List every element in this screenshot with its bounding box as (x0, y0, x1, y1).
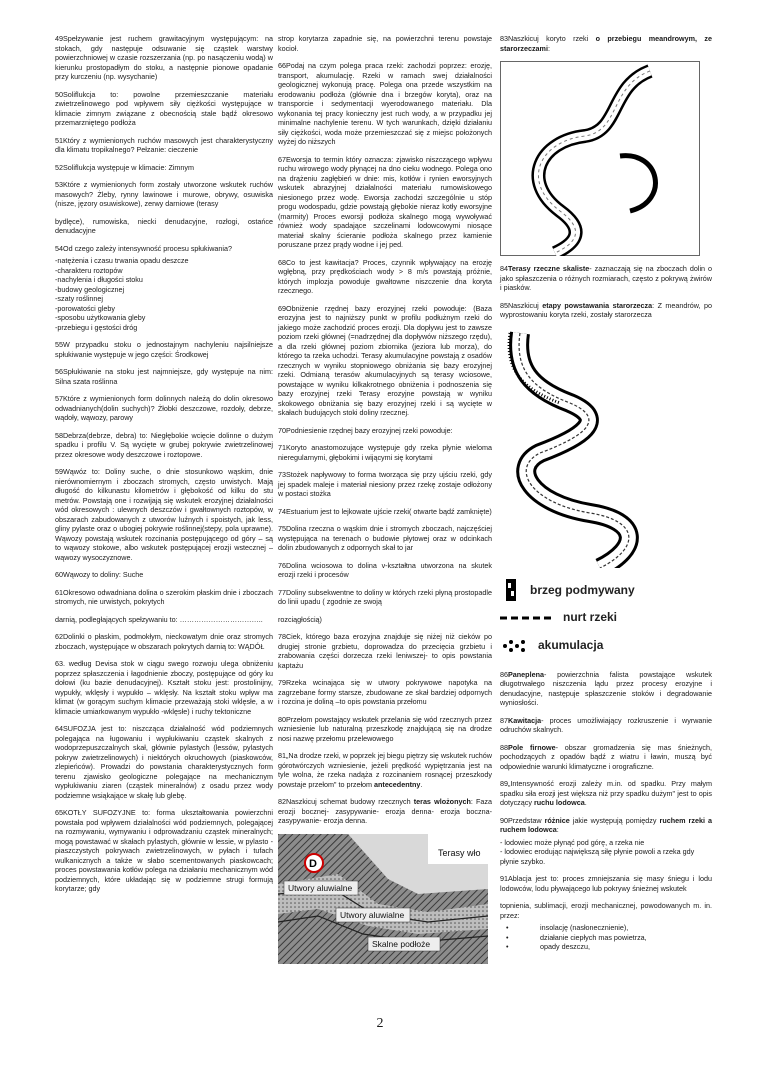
paragraph-54: 54Od czego zależy intensywność procesu spłukiwania? (55, 243, 232, 253)
paragraph-61-continued: darnią, podległających spełzywaniu to: …………………………….. (55, 614, 263, 624)
paragraph-87-num: 87 (500, 715, 508, 725)
paragraph-63: 63. według Devisa stok w ciągu swego rozwoju ulega obniżeniu poprzez spłaszczenia i łagodnienie zboczy, postępujące od góry ku dołowi (ku bazie denudacyjnej). Kształt stoku jest: prostolinijny, wypukły, wklęsły i wypukło – wklęsły. Na kształt stoku wpływ ma klimat (w gorącym suchym klimacie przeważają stoki wklęsłe, a w klimacie umiarkowanym wypukło -wklęsłe) i ruchy tektoniczne (55, 659, 273, 716)
label-terraces: Terasy wło (438, 847, 481, 858)
label-alluvium-1: Utwory aluwialne (288, 882, 353, 893)
meander-frame (501, 62, 700, 256)
label-bedrock: Skalne podłoże (372, 938, 431, 949)
paragraph-77-continued: rozciągłością) (278, 614, 322, 624)
undercut-icon (500, 577, 522, 603)
paragraph-83 (500, 34, 712, 53)
legend-item-undercut (500, 576, 712, 604)
paragraph-81 (278, 751, 492, 789)
paragraph-88-text: - obszar gromadzenia się mas śnieżnych, pochodzących z opadów bądź z wiatru i ławin, muszą być odpowiednie warunki klimatyczne i orograficzne. (500, 742, 712, 771)
paragraph-83-end: : (547, 43, 550, 53)
list-item: • opady deszczu, (514, 942, 712, 952)
list-item: -budowy geologicznej (55, 284, 125, 294)
paragraph-83-text: 83Naszkicuj koryto rzeki (500, 34, 596, 43)
paragraph-58: 58Debrza(debrze, debra) to: Niegłębokie wcięcie dolinne o dużym spadku i profilu V. Są wycięte w grubej pokrywie zwietrzelinowej przez okresowe wody deszczowe i roztopowe. (55, 430, 273, 459)
paragraph-49: 49Spełzywanie jest ruchem grawitacyjnym występującym: na stokach, gdy następuje odsuwanie się cząstek warstwy powierzchniowej w czasie rozszerzania (np. po nasączeniu wodą) w kierunku prostopadłym do stoku, a następnie pionowe opadanie przy kurczeniu (np. wysychanie) (55, 34, 273, 81)
paragraph-52: 52Soliflukcja występuje w klimacie: Zimnym (55, 162, 195, 172)
current-icon (500, 614, 555, 622)
paragraph-60: 60Wąwozy to doliny: Suche (55, 570, 144, 579)
river-stage-1-inner (519, 333, 629, 568)
paragraph-85-bold: etapy powstawania starorzecza (542, 300, 653, 310)
paragraph-84-num: 84 (500, 264, 508, 273)
paragraph-89-end: . (584, 798, 587, 807)
list-item: • działanie ciepłych mas powietrza, (514, 933, 712, 943)
paragraph-85-end: : Z meandrów, po wyprostowaniu koryta rzeki, zostały starorzecza (500, 300, 713, 319)
column-1 (55, 34, 273, 902)
paragraph-70: 70Podniesienie rzędnej bazy erozyjnej rzeki powoduje: (278, 425, 453, 435)
column-3 (500, 34, 712, 952)
list-item: -sposobu użytkowania gleby (55, 313, 146, 322)
legend-label-undercut: brzeg podmywany (530, 582, 635, 597)
paragraph-65: 65KOTŁY SUFOZYJNE to: forma ukształtowania powierzchni powstała pod wpływem działalności wód podziemnych, polegającej na rozmywaniu, wymywaniu i odprowadzaniu cząstek mineralnych; mogą powstawać w skałach pylastych, głównie w lessie, w pylasto - piaszczystych pokrywach zwietrzelinowych, w pyłach i tufach wulkanicznych a także w słabo scementowanych piaskowcach; proces powstawania kotłów polega na działaniu mechanicznym wód podziemnych, które układając się w podziemne strugi formują korytarze; gdy (55, 808, 273, 893)
d-marker-text: D (309, 857, 317, 870)
oxbow-stages-drawing (500, 328, 700, 568)
list-91 (500, 923, 712, 952)
list-90 (500, 838, 712, 867)
paragraph-82-text: 82Naszkicuj schemat budowy rzecznych (278, 797, 414, 806)
list-item: -nachylenia i długości stoku (55, 275, 143, 284)
list-item: -natężenia i czasu trwania opadu deszcze (55, 256, 189, 265)
paragraph-57: 57Które z wymienionych form dolinnych należą do dolin okresowo odwadnianych(dolin suchych)? Żłobki deszczowe, rozdoły, debrze, wądoły, wąwozy, parowy (55, 394, 273, 422)
paragraph-91-continued: topnienia, sublimacji, erozji mechanicznej, powodowanych m. in. przez: (500, 901, 712, 920)
paragraph-88-bold: Pole firnowe (508, 742, 556, 752)
paragraph-89-bold: ruchu lodowca (533, 798, 585, 807)
legend-item-current (500, 604, 712, 632)
paragraph-85 (500, 301, 712, 320)
paragraph-53-continued: bydlęce), rumowiska, niecki denudacyjne, rozłogi, ostańce denudacyjne (55, 216, 273, 235)
list-item: -szaty roślinnej (55, 294, 103, 303)
paragraph-90 (500, 816, 712, 835)
paragraph-89-text: 89„Intensywność erozji zależy m.in. od spadku. Przy małym spadku siła erozji jest większa niż przy spadku dużym" jest to opis dotyczący (500, 779, 712, 807)
paragraph-81-end: . (420, 779, 423, 789)
paragraph-86-num: 86 (500, 669, 508, 679)
paragraph-87-bold: Kawitacja (508, 715, 542, 725)
paragraph-82-end: : Faza erozji bocznej- zasypywanie- erozja denna- erozja boczna- zasypywanie- erozja denna. (278, 797, 493, 825)
paragraph-84-bold: Terasy rzeczne skaliste (508, 264, 590, 273)
paragraph-75: 75Dolina rzeczna o wąskim dnie i stromych zboczach, najczęściej występująca na terenach o budowie płytowej oraz w odcinkach dolin zbudowanych z odpornych skał to jar (278, 524, 492, 552)
paragraph-76: 76Dolina wciosowa to dolina v-kształtna utworzona na skutek erozji rzeki i procesów (278, 560, 492, 579)
paragraph-82 (278, 797, 492, 826)
list-item: - lodowiec może płynąć pod górę, a rzeka nie (500, 837, 645, 847)
paragraph-71: 71Koryto anastomozujące występuje gdy rzeka płynie wieloma nieregularnymi, głębokimi i wijącymi się korytami (278, 443, 492, 462)
paragraph-84-text: - zaznaczają się na zboczach dolin o jako spłaszczenia o różnych rozmiarach, często z pokrywą żwirów i piasków. (500, 264, 712, 292)
paragraph-88-num: 88 (500, 742, 508, 752)
paragraph-56: 56Spłukiwanie na stoku jest najmniejsze, gdy występuje na nim: Silna szata roślinna (55, 367, 273, 386)
list-item: -przebiegu i gęstości dróg (55, 322, 138, 332)
paragraph-89 (500, 779, 712, 808)
paragraph-66: 66Podaj na czym polega praca rzeki: zachodzi poprzez: erozję, transport, akumulację. Rzeki w ramach swej działalności geologicznej wykonują pracę. Polega ona przede wszystkim na erodowaniu podłoża (głównie dna i brzegów koryta), oraz na transporcie i sedymentacji wyerodowanego materiału. Dla wykonania tej pracy konieczny jest ruch wody, a w przypadku jej minimalne nachylenie terenu. W tych warunkach, dzięki działaniu siły ciężkości, woda może przemieszczać się z miejsc położonych wyżej do niższych (278, 61, 492, 146)
paragraph-86 (500, 670, 712, 708)
paragraph-80: 80Przełom powstający wskutek przelania się wód rzecznych przez wzniesienie lub naturalną przeszkodę znajdującą się na drodze nosi nazwę przełomu przelewowego (278, 714, 492, 743)
paragraph-90-text: 90Przedstaw (500, 815, 545, 825)
list-item: - lodowiec erodując największą siłę płynie powoli a rzeka gdy płynie szybko. (500, 847, 695, 866)
paragraph-91: 91Ablacja jest to: proces zmniejszania się masy śniegu i lodu lodowców, lodu pływającego lub pokrywy śnieżnej wskutek (500, 874, 712, 893)
paragraph-90-mid: jakie występują pomiędzy (569, 815, 660, 825)
paragraph-50: 50Soliflukcja to: powolne przemieszczanie materiału zwietrzelinowego pod wpływem siły ciężkości występujące w klimacie zimnym związane z obecnością stale bądź okresowo przemarzniętego podłoża (55, 89, 273, 127)
paragraph-65-continued: strop korytarza zapadnie się, na powierzchni terenu powstaje kocioł. (278, 34, 492, 53)
paragraph-53: 53Które z wymienionych form zostały utworzone wskutek ruchów masowych? Żleby, rynny lawinowe i murowe, obrywy, osuwiska (nisze, jęzory osuwiskowe), zerwy darniowe (terasy (55, 180, 273, 208)
legend-label-current: nurt rzeki (563, 609, 618, 624)
paragraph-86-text: - powierzchnia falista powstające wskutek długotrwałego niszczenia lądu przez procesy erozyjne i denudacyjne, następuje spłaszczenie stoków i degradowanie wyniosłości. (500, 669, 712, 707)
list-item: • insolację (nasłonecznienie), (514, 923, 712, 933)
paragraph-74: 74Estuarium jest to lejkowate ujście rzeki( otwarte bądź zamknięte) (278, 506, 492, 516)
paragraph-81-bold: antecedentny (374, 779, 421, 789)
paragraph-90-bold-1: różnice (544, 815, 570, 825)
paragraph-62: 62Dolinki o płaskim, podmokłym, nieckowatym dnie oraz stromych zboczach, występujące w obszarach pokrytych darnią to: WĄDÓŁ (55, 632, 273, 651)
paragraph-83-bold: o przebiegu meandrowym, ze starorzeczami (500, 34, 712, 53)
paragraph-73: 73Stożek napływowy to forma tworząca się przy ujściu rzeki, gdy jej spadek maleje i materiał niesiony przez rzekę zostaje odłożony w postaci stożka (278, 470, 492, 498)
label-alluvium-2: Utwory aluwialne (340, 909, 405, 920)
paragraph-86-bold: Paneplena (508, 669, 544, 679)
paragraph-51: 51Który z wymienionych ruchów masowych jest charakterystyczny dla klimatu tropikalnego? Pełzanie: cieczenie (55, 135, 273, 154)
paragraph-78: 78Ciek, którego baza erozyjna znajduje się niżej niż cieków po drugiej stronie grzbietu, doprowadza do przecięcia grzbietu i zrabowania części dorzecza rzeki leniwszej- to opis powstania kaptażu (278, 632, 492, 670)
paragraph-77: 77Doliny subsekwentne to doliny w których rzeki płyną prostopadle do linii upadu ( zgodnie ze swoją (278, 587, 492, 606)
legend-label-accumulation: akumulacja (538, 637, 604, 652)
paragraph-84 (500, 264, 712, 293)
page-number: 2 (376, 1016, 384, 1031)
paragraph-59: 59Wąwóz to: Doliny suche, o dnie stosunkowo wąskim, dnie nierównomiernym i zboczach stromych, często urwistych. Mają długość do kilkunastu kilometrów i głębokość od kilku do stu metrów. Powstają one i rozwijają się wskutek erozyjnej działalności wód okresowych : ulewnych deszczów i gwałtownych roztopów, w obszarach zabudowanych z utworów luźnych i spoistych, jak less, gliny pylaste oraz o ubogiej pokrywie roślinnej(stepy, pola uprawne). Wąwozy powstają wskutek rozcinania postępującego od góry – są to wąwozy stokowe, albo wskutek postępującej erozji wstecznej – wąwozy wysoczyznowe. (55, 467, 273, 562)
list-54 (55, 256, 273, 332)
list-item: -charakteru roztopów (55, 265, 123, 275)
terrace-diagram (278, 834, 488, 964)
paragraph-85-text: 85Naszkicuj (500, 300, 543, 310)
paragraph-87-text: - proces umożliwiający rozkruszenie i wyrwanie odruchów skalnych. (500, 715, 712, 734)
legend (500, 576, 712, 660)
column-2 (278, 34, 492, 972)
paragraph-67: 67Eworsja to termin który oznacza: zjawisko niszczącego wpływu ruchu wirowego wody płynącej na dno cieku wodnego. Polega ono na drążeniu zagłębień w dnie: mis, kotłów i rynien eworsyjnych wskutek abrazyjnej działalności materiału rumowiskowego niesionego przez wodę. Eworsja zachodzi szczególnie u stóp progu wodospadu, gdzie powstają głębokie nieraz kotły eworsyjne (marmity) Proces eworsji podłoża skalnego mogą wywoływać również wody spadające szczelinami lodowcowymi niosące materiał skalny ścieranie podłoża skalnego przez kamienie poruszane przez prądy wodne i jej ped. (278, 154, 492, 249)
paragraph-82-bold: teras wlożonych (413, 797, 471, 806)
paragraph-61: 61Okresowo odwadniana dolina o szerokim płaskim dnie i zboczach stromych, nie urwistych, pokrytych (55, 587, 273, 606)
paragraph-90-bold-2: ruchem rzeki a ruchem lodowca (500, 815, 712, 834)
paragraph-68: 68Co to jest kawitacja? Proces, czynnik wpływający na erozję wgłębną, przy prędkościach wody > 8 m/s powstają próżnie, których implozja powoduje gwałtowne niszczenie dna koryta rzecznego. (278, 257, 492, 295)
paragraph-64: 64SUFOZJA jest to: niszcząca działalność wód podziemnych polegająca na ługowaniu i wypłukiwaniu cząstek skalnych z wodoprzepuszczalnych skał, głównie pylastych (lessów, pylastych pokryw zwietrzelinowych) i niektórych okruchowych (piaskowców, zlepieńców). Prowadzi do powstania charakterystycznych form terenu zjawisko geologiczne polegające na mechanicznym wypłukiwaniu ziaren (cząstek mineralnów) z osadu przez wody podziemne wsiąkające w skałę lub glebę. (55, 724, 273, 800)
paragraph-69: 69Obniżenie rzędnej bazy erozyjnej rzeki powoduje: (Baza erozyjna jest to najniższy punkt w profilu podłużnym rzeki do jakiego może zachodzić proces erozji. Dla dopływu jest to zawsze poziom rzeki głównej (=nadrzędnej dla dopływów niższego rzędu), a dla rzeki głównej poziom zbiornika (jeziora lub morza), do którego ta rzeka uchodzi. Terasy akumulacyjne powstają z osadów rzecznych w wyniku stopniowego obniżania się bazy erozyjnej rzeki. Odmianą terasów akumulacyjnych są terasy wciosowe, powstające w wyniku kilkakrotnego obniżenia i podnoszenia się bazy erozyjnej rzeki Terasy erozyjne powstają w wyniku skokowego obniżania się bazy erozyjnej rzeki i są wycięte w skałach budujących stoki doliny rzecznej. (278, 303, 492, 417)
legend-item-accumulation (500, 632, 712, 660)
paragraph-88 (500, 743, 712, 772)
paragraph-55: 55W przypadku stoku o jednostajnym nachyleniu najsilniejsze spłukiwanie występuje w jego części: Środkowej (55, 340, 273, 359)
list-item: -porowatości gleby (55, 303, 115, 313)
paragraph-87 (500, 716, 712, 735)
accumulation-icon (500, 636, 530, 656)
paragraph-90-end: : (556, 825, 559, 834)
paragraph-81-text: 81„Na drodze rzeki, w poprzek jej biegu piętrzy się wskutek ruchów górotwórczych wzniesienie, jeżeli prędkość wypiętrzania jest na tyle wolna, że rzeka nadąża z rozcinaniem rosnącej przeszkody powstaje przełom" to przełom (278, 751, 492, 789)
paragraph-79: 79Rzeka wcinająca się w utwory pokrywowe napotyka na zagrzebane formy starsze, zbudowane ze skał bardziej odpornych i rozcina je doliną –to opis powstania przełomu (278, 678, 492, 706)
meander-drawing (500, 61, 700, 256)
